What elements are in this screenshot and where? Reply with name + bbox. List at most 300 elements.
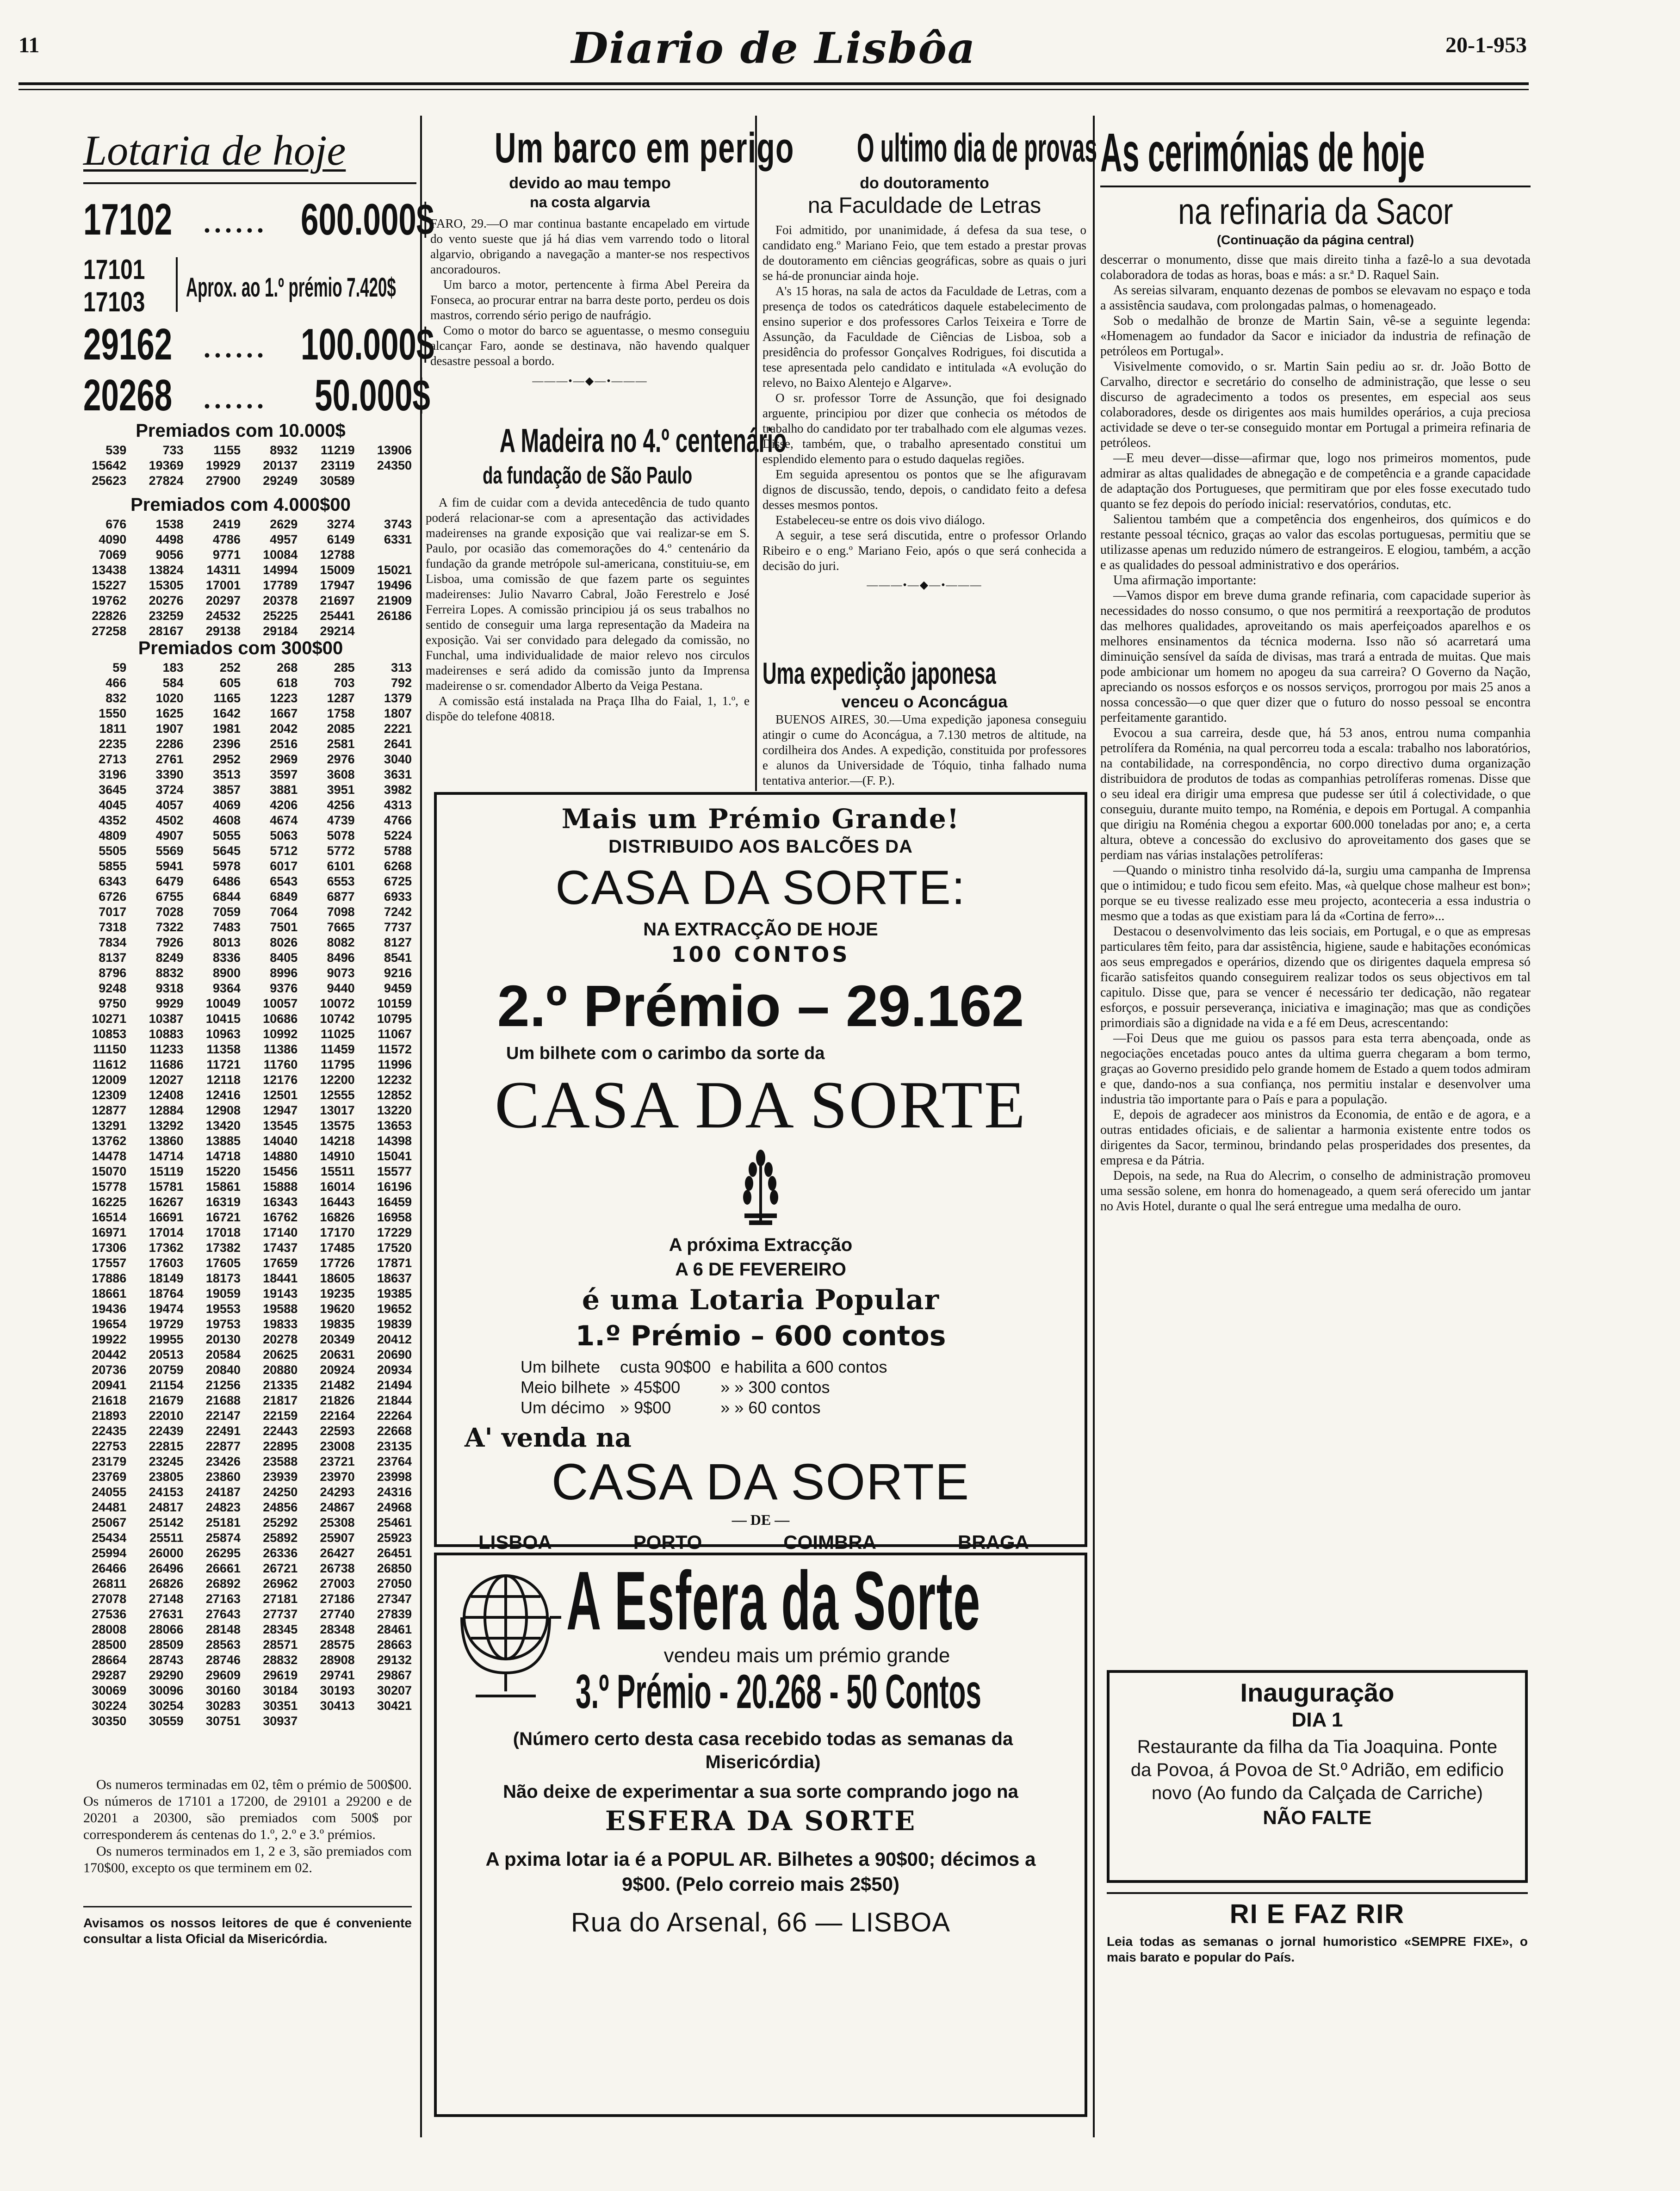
prize-number: 29162 — [83, 320, 173, 369]
lottery-section-4000 — [69, 493, 412, 639]
ticket-number: 26811 — [92, 1577, 127, 1591]
ticket-number: 4069 — [212, 798, 241, 812]
numbers-row — [69, 1133, 412, 1149]
price-value: » 45$00 — [620, 1378, 681, 1397]
ticket-number: 6553 — [327, 874, 355, 888]
ticket-number: 15781 — [149, 1180, 184, 1194]
ticket-number: 19369 — [149, 458, 184, 472]
ticket-number: 3951 — [327, 783, 355, 797]
ticket-number: 59 — [112, 661, 127, 675]
ticket-number: 19385 — [377, 1287, 412, 1300]
ticket-number: 15119 — [149, 1164, 184, 1178]
ticket-number: 10057 — [263, 996, 298, 1010]
ticket-number: 22439 — [149, 1424, 184, 1438]
ticket-number: 15577 — [377, 1164, 412, 1178]
ticket-number: 8336 — [212, 951, 241, 965]
numbers-row — [69, 1653, 412, 1668]
numbers-row — [69, 578, 412, 593]
ticket-number: 9440 — [327, 981, 355, 995]
ticket-number: 23008 — [320, 1439, 355, 1453]
ticket-number: 14218 — [320, 1134, 355, 1148]
lottery-notice-rule — [83, 1906, 412, 1907]
ticket-number: 539 — [105, 443, 127, 457]
ticket-number: 17229 — [377, 1225, 412, 1239]
ticket-number: 7059 — [212, 905, 241, 919]
ticket-number: 9364 — [212, 981, 241, 995]
ticket-number: 20924 — [320, 1363, 355, 1377]
ticket-number: 21844 — [377, 1393, 412, 1407]
ticket-number: 27643 — [205, 1607, 241, 1621]
ticket-number: 15220 — [205, 1164, 241, 1178]
ad-line-5: Um bilhete com o carimbo da sorte da — [506, 1044, 825, 1063]
ticket-number: 4608 — [212, 813, 241, 827]
ticket-number: 18605 — [320, 1271, 355, 1285]
ad-line-1: Mais um Prémio Grande! — [561, 803, 960, 835]
esfera-headline: A Esfera da Sorte — [566, 1554, 981, 1647]
paragraph: A comissão está instalada na Praça Ilha do Faial, 1, 1.º, e dispõe do telefone 40818. — [426, 694, 750, 723]
ticket-number: 24316 — [377, 1485, 412, 1499]
ticket-number: 3982 — [384, 783, 412, 797]
ticket-number: 4090 — [99, 532, 127, 546]
ticket-number: 13653 — [377, 1119, 412, 1133]
ticket-number: 285 — [334, 661, 355, 675]
ticket-number: 25907 — [320, 1531, 355, 1545]
ticket-number: 19059 — [205, 1287, 241, 1300]
ticket-number: 466 — [105, 676, 127, 690]
ticket-number: 5788 — [384, 844, 412, 858]
casa-da-sorte-ad — [434, 792, 1087, 1553]
ticket-number: 30160 — [205, 1683, 241, 1697]
lottery-heading-rule — [83, 182, 416, 184]
paragraph: O sr. professor Torre de Assunção, que foi designado arguente, principiou por dizer que conhecia os métodos de trabalho do candidato por ter trabalhado com ele algumas vezes. Disse, também, que, o trabalho apresentado constitui um esplendido elemento para o estudo daquelas regiões. — [763, 391, 1086, 466]
numbers-row — [69, 767, 412, 782]
ticket-number: 2641 — [384, 737, 412, 751]
paragraph: A seguir, a tese será discutida, entre o professor Orlando Ribeiro e o eng.º Mariano Feio, após o que será conhecida a decisão do juri. — [763, 528, 1086, 573]
ticket-number: 20276 — [149, 594, 184, 607]
ticket-number: 23119 — [321, 458, 355, 472]
ticket-number: 22491 — [205, 1424, 241, 1438]
ticket-number: 5224 — [384, 829, 412, 842]
cerimonias-article — [1100, 123, 1531, 1214]
ticket-number: 9459 — [384, 981, 412, 995]
footer-note: Os numeros terminados em 1, 2 e 3, são premiados com 170$00, excepto os que terminem em 02. — [83, 1844, 412, 1875]
ticket-number: 16514 — [92, 1210, 127, 1224]
ticket-number: 10159 — [377, 996, 412, 1010]
ticket-number: 19839 — [377, 1317, 412, 1331]
ticket-number: 15227 — [92, 578, 127, 592]
ticket-number: 20880 — [263, 1363, 298, 1377]
ticket-number: 24867 — [320, 1500, 355, 1514]
ticket-number: 2419 — [212, 517, 241, 531]
numbers-row — [69, 691, 412, 706]
ticket-number: 1642 — [212, 706, 241, 720]
numbers-row — [69, 1561, 412, 1576]
ticket-number: 26738 — [320, 1561, 355, 1575]
ticket-number: 19620 — [320, 1302, 355, 1316]
approx-block — [83, 254, 416, 318]
ticket-number: 26826 — [149, 1577, 184, 1591]
cerimonias-body — [1100, 252, 1531, 1214]
provas-subhead-2: na Faculdade de Letras — [807, 193, 1041, 218]
ticket-number: 6543 — [270, 874, 298, 888]
ticket-number: 19652 — [377, 1302, 412, 1316]
ticket-number: 9073 — [327, 966, 355, 980]
ticket-number: 28167 — [149, 624, 184, 638]
ticket-number: 27186 — [320, 1592, 355, 1606]
ticket-number: 313 — [391, 661, 412, 675]
approx-number-2: 17103 — [83, 286, 145, 317]
ticket-number: 26451 — [377, 1546, 412, 1560]
ticket-number: 20631 — [320, 1348, 355, 1362]
price-value: custa 90$00 — [620, 1357, 711, 1376]
barco-body — [430, 216, 750, 369]
ticket-number: 9929 — [155, 996, 184, 1010]
ticket-number: 17382 — [205, 1241, 241, 1255]
numbers-row — [69, 1454, 412, 1469]
ticket-number: 20412 — [377, 1332, 412, 1346]
ticket-number: 12200 — [320, 1073, 355, 1087]
ticket-number: 25292 — [263, 1516, 298, 1529]
ticket-number: 18173 — [205, 1271, 241, 1285]
ticket-number: 26336 — [263, 1546, 298, 1560]
ticket-number: 15511 — [321, 1164, 355, 1178]
ticket-number: 30421 — [377, 1699, 412, 1713]
ticket-number: 15041 — [377, 1149, 412, 1163]
ticket-number: 24293 — [320, 1485, 355, 1499]
ticket-number: 6101 — [327, 859, 355, 873]
ticket-number: 13762 — [92, 1134, 127, 1148]
ticket-number: 10963 — [205, 1027, 241, 1041]
ticket-number: 24968 — [377, 1500, 412, 1514]
ticket-number: 20759 — [149, 1363, 184, 1377]
ticket-number: 1758 — [327, 706, 355, 720]
ticket-number: 11067 — [378, 1027, 412, 1041]
ticket-number: 3857 — [212, 783, 241, 797]
ticket-number: 5978 — [212, 859, 241, 873]
paragraph: FARO, 29.—O mar continua bastante encapelado em virtude do vento sueste que já há dias vem varrendo todo o litoral algarvio, obrigando a navegação a manter-se nos respectivos ancoradouros. — [430, 217, 750, 276]
ticket-number: 7483 — [212, 920, 241, 934]
ticket-number: 29132 — [377, 1653, 412, 1667]
paragraph: As sereias silvaram, enquanto dezenas de pombos se elevavam no espaço e toda a assistência saudava, com prolongadas palmas, o homenageado. — [1100, 283, 1531, 313]
ticket-number — [355, 547, 412, 563]
ticket-number: 28066 — [149, 1622, 184, 1636]
ticket-number: 4739 — [327, 813, 355, 827]
ticket-number: 6331 — [384, 532, 412, 546]
ticket-number: 4256 — [327, 798, 355, 812]
ticket-number: 21893 — [92, 1409, 127, 1423]
numbers-row — [69, 675, 412, 691]
ticket-number: 29138 — [205, 624, 241, 638]
paragraph: Estabeleceu-se entre os dois vivo diálogo. — [775, 513, 985, 527]
cerimonias-rule — [1100, 186, 1531, 187]
ticket-number: 23588 — [263, 1454, 298, 1468]
ticket-number: 28500 — [92, 1638, 127, 1652]
inauguracao-cta: NÃO FALTE — [1263, 1807, 1372, 1828]
ticket-number: 20584 — [205, 1348, 241, 1362]
ticket-number: 5855 — [99, 859, 127, 873]
numbers-row — [69, 660, 412, 675]
numbers-row — [69, 1515, 412, 1530]
ticket-number: 16958 — [377, 1210, 412, 1224]
ticket-number: 3881 — [270, 783, 298, 797]
ticket-number: 12501 — [263, 1088, 298, 1102]
ticket-number: 3743 — [384, 517, 412, 531]
numbers-row — [69, 473, 412, 489]
ticket-number: 13824 — [149, 563, 184, 577]
inauguracao-text: Restaurante da filha da Tia Joaquina. Ponte da Povoa, á Povoa de St.º Adrião, em edificio novo (Ao fundo da Calçada de Carriche) — [1130, 1737, 1504, 1803]
ticket-number: 11572 — [378, 1042, 412, 1056]
ticket-number: 25874 — [205, 1531, 241, 1545]
ticket-number: 2042 — [270, 722, 298, 736]
ticket-number: 6933 — [384, 890, 412, 904]
ticket-number: 23764 — [377, 1454, 412, 1468]
numbers-row — [69, 1439, 412, 1454]
ticket-number: 3597 — [270, 767, 298, 781]
cerimonias-subhead: na refinaria da Sacor — [1178, 191, 1453, 232]
ticket-number: 24481 — [92, 1500, 127, 1514]
ticket-number: 10883 — [149, 1027, 184, 1041]
ticket-number: 792 — [391, 676, 412, 690]
ticket-number: 23998 — [377, 1470, 412, 1484]
ticket-number: 22164 — [320, 1409, 355, 1423]
numbers-row — [69, 1714, 412, 1729]
ticket-number: 19835 — [320, 1317, 355, 1331]
ticket-number: 5645 — [212, 844, 241, 858]
ticket-number: 14714 — [149, 1149, 184, 1163]
ticket-number: 28664 — [92, 1653, 127, 1667]
numbers-row — [69, 1485, 412, 1500]
ticket-number: 2976 — [327, 752, 355, 766]
ticket-number: 30254 — [149, 1699, 184, 1713]
newspaper-title: Diario de Lisbôa — [571, 23, 976, 73]
ticket-number: 1981 — [212, 722, 241, 736]
ticket-number: 22895 — [263, 1439, 298, 1453]
paragraph: Foi admitido, por unanimidade, á defesa da sua tese, o candidato eng.º Mariano Feio, que tem estado a prestar provas de doutoramento em ciências geográficas, sobre as quais o juri se há-de pronunciar ainda hoje. — [763, 223, 1086, 283]
ticket-number: 25623 — [92, 474, 127, 488]
ticket-number: 3513 — [212, 767, 241, 781]
ticket-number: 7322 — [155, 920, 184, 934]
ticket-number: 17306 — [92, 1241, 127, 1255]
ticket-number: 605 — [219, 676, 241, 690]
esfera-prize: 3.º Prémio - 20.268 - 50 Contos — [576, 1665, 981, 1719]
numbers-row — [69, 1591, 412, 1607]
lottery-notice: Avisamos os nossos leitores de que é conveniente consultar a lista Oficial da Misericórdia. — [83, 1916, 412, 1946]
numbers-row — [69, 813, 412, 828]
ticket-number: 21697 — [320, 594, 355, 607]
ticket-number: 11612 — [92, 1058, 127, 1071]
paragraph: Um barco a motor, pertencente à firma Abel Pereira da Fonseca, ao procurar entrar na barra deste porto, perdeu os dois mastros, correndo sério perigo de naufrágio. — [430, 278, 750, 322]
numbers-row — [69, 981, 412, 996]
ticket-number: 11219 — [321, 443, 355, 457]
lottery-section-10000 — [69, 419, 412, 489]
ticket-number: 8082 — [327, 935, 355, 949]
ticket-number: 30224 — [92, 1699, 127, 1713]
ticket-number: 1625 — [155, 706, 184, 720]
ticket-number: 20690 — [377, 1348, 412, 1362]
ticket-number: 19833 — [263, 1317, 298, 1331]
ticket-number: 29290 — [149, 1668, 184, 1682]
provas-body — [763, 223, 1086, 574]
ticket-number: 11795 — [321, 1058, 355, 1071]
ticket-number: 12009 — [92, 1073, 127, 1087]
paragraph: Uma afirmação importante: — [1113, 573, 1257, 588]
ticket-number: 19929 — [205, 458, 241, 472]
ticket-number: 20625 — [263, 1348, 298, 1362]
numbers-row — [69, 1607, 412, 1622]
ticket-number: 24055 — [92, 1485, 127, 1499]
numbers-row — [69, 1500, 412, 1515]
numbers-row — [69, 950, 412, 966]
ticket-number: 27824 — [149, 474, 184, 488]
ticket-number: 26466 — [92, 1561, 127, 1575]
ticket-number: 12884 — [149, 1103, 184, 1117]
ticket-number: 16343 — [263, 1195, 298, 1209]
ticket-number: 19588 — [263, 1302, 298, 1316]
ticket-number: 22877 — [205, 1439, 241, 1453]
ticket-number: 23245 — [149, 1454, 184, 1468]
numbers-row — [69, 1286, 412, 1301]
ticket-number: 30413 — [320, 1699, 355, 1713]
ticket-number: 24153 — [149, 1485, 184, 1499]
ticket-number: 8127 — [384, 935, 412, 949]
masthead — [0, 0, 1547, 88]
ticket-number: 27900 — [205, 474, 241, 488]
ticket-number: 9318 — [155, 981, 184, 995]
ticket-number: 30069 — [92, 1683, 127, 1697]
ticket-number: 22668 — [377, 1424, 412, 1438]
numbers-row — [69, 1164, 412, 1179]
ticket-number: 12309 — [92, 1088, 127, 1102]
ticket-number: 19553 — [205, 1302, 241, 1316]
ticket-number: 13420 — [205, 1119, 241, 1133]
paragraph: Salientou também que a competência dos engenheiros, dos químicos e do restante pessoal técnico, graças ao valor das escolas portuguesas, permitiu que se utilizasse apenas um reduzido número de estrangeiros. E elogiou, também, a acção e as qualidades do pessoal administrativo e dos operários. — [1100, 512, 1531, 572]
ticket-number: 27148 — [149, 1592, 184, 1606]
esfera-da-sorte-ad — [434, 1553, 1087, 2117]
ticket-number: 8026 — [270, 935, 298, 949]
ticket-number: 17001 — [205, 578, 241, 592]
ticket-number: 25308 — [320, 1516, 355, 1529]
numbers-row — [69, 1408, 412, 1424]
numbers-row — [69, 889, 412, 904]
numbers-row — [69, 458, 412, 473]
ticket-number: 4045 — [99, 798, 127, 812]
ticket-number: 17485 — [320, 1241, 355, 1255]
ticket-number: 27003 — [320, 1577, 355, 1591]
ticket-number: 30350 — [92, 1714, 127, 1728]
numbers-row — [69, 1393, 412, 1408]
ad-line-4: 100 CONTOS — [671, 942, 850, 967]
ticket-number: 19753 — [205, 1317, 241, 1331]
ticket-number: 23805 — [149, 1470, 184, 1484]
ticket-number: 10853 — [92, 1027, 127, 1041]
ticket-number: 17659 — [263, 1256, 298, 1270]
numbers-row — [69, 1240, 412, 1256]
numbers-row — [69, 782, 412, 798]
numbers-row — [69, 1179, 412, 1195]
ticket-number: 4809 — [99, 829, 127, 842]
ticket-number: 6486 — [212, 874, 241, 888]
numbers-row — [69, 1378, 412, 1393]
ticket-number: 28832 — [263, 1653, 298, 1667]
barco-headline: Um barco em perigo — [494, 124, 794, 172]
ticket-number: 4498 — [155, 532, 184, 546]
numbers-row — [69, 920, 412, 935]
ticket-number: 4352 — [99, 813, 127, 827]
ticket-number: 22435 — [92, 1424, 127, 1438]
ticket-number: 6268 — [384, 859, 412, 873]
ticket-number: 11996 — [378, 1058, 412, 1071]
ticket-number: 11233 — [149, 1042, 184, 1056]
ticket-number: 29741 — [320, 1668, 355, 1682]
madeira-headline: A Madeira no 4.º centenário — [499, 422, 787, 459]
wheat-emblem-icon — [437, 1149, 1085, 1227]
ticket-number: 19474 — [149, 1302, 184, 1316]
paragraph: E, depois de agradecer aos ministros da Economia, de então e de agora, e a outras entidades oficiais, e de salientar a harmonia existente entre todos os dirigentes da Sacor, terminou, brindando pelas prosperidades dos presentes, da empresa e da Pátria. — [1100, 1108, 1531, 1168]
ticket-number: 10072 — [320, 996, 355, 1010]
ticket-number: 9056 — [155, 548, 184, 562]
ticket-number: 21335 — [263, 1378, 298, 1392]
ticket-number: 29609 — [205, 1668, 241, 1682]
ticket-number: 20130 — [205, 1332, 241, 1346]
ticket-number: 28509 — [149, 1638, 184, 1652]
ticket-number: 1379 — [384, 691, 412, 705]
ticket-number: 12877 — [92, 1103, 127, 1117]
ticket-number: 20378 — [263, 594, 298, 607]
ticket-number: 6343 — [99, 874, 127, 888]
ticket-number: 8832 — [155, 966, 184, 980]
numbers-row — [69, 1210, 412, 1225]
ticket-number: 7028 — [155, 905, 184, 919]
ticket-number: 17170 — [320, 1225, 355, 1239]
paragraph: Em seguida apresentou os pontos que se lhe afiguravam dignos de discussão, tendo, depois, o candidato feito a defesa desses mesmos pontos. — [763, 467, 1086, 512]
ticket-number: 16267 — [149, 1195, 184, 1209]
ticket-number: 19955 — [149, 1332, 184, 1346]
ad-line-3: NA EXTRACÇÃO DE HOJE — [643, 919, 878, 940]
ticket-number: 5712 — [270, 844, 298, 858]
ticket-number: 25142 — [149, 1516, 184, 1529]
numbers-row — [69, 1683, 412, 1698]
price-label: Um décimo — [521, 1398, 605, 1417]
ticket-number: 5772 — [327, 844, 355, 858]
ad-next-3: é uma Lotaria Popular — [582, 1284, 940, 1316]
ticket-number: 17362 — [149, 1241, 184, 1255]
ticket-number: 7318 — [99, 920, 127, 934]
ticket-number: 15305 — [149, 578, 184, 592]
city-coimbra: COIMBRA — [783, 1531, 876, 1553]
ticket-number: 16826 — [320, 1210, 355, 1224]
ticket-number: 3390 — [155, 767, 184, 781]
numbers-row — [69, 1347, 412, 1362]
ticket-number: 26892 — [205, 1577, 241, 1591]
numbers-row — [69, 1011, 412, 1027]
lottery-column — [83, 125, 416, 184]
price-text: » » 300 contos — [720, 1378, 830, 1397]
ticket-number: 23721 — [320, 1454, 355, 1468]
ticket-number: 23426 — [205, 1454, 241, 1468]
ticket-number: 17018 — [205, 1225, 241, 1239]
ticket-number: 12118 — [206, 1073, 241, 1087]
ticket-number: 12176 — [263, 1073, 298, 1087]
ticket-number: 24823 — [205, 1500, 241, 1514]
provas-headline: O ultimo dia de provas — [856, 126, 1097, 170]
numbers-row — [69, 798, 412, 813]
ticket-number: 15642 — [92, 458, 127, 472]
ticket-number: 17605 — [205, 1256, 241, 1270]
ticket-number: 1165 — [213, 691, 241, 705]
cerimonias-continuation: (Continuação da página central) — [1216, 233, 1414, 247]
city-lisboa: LISBOA — [478, 1531, 552, 1553]
ticket-number: 26000 — [149, 1546, 184, 1560]
